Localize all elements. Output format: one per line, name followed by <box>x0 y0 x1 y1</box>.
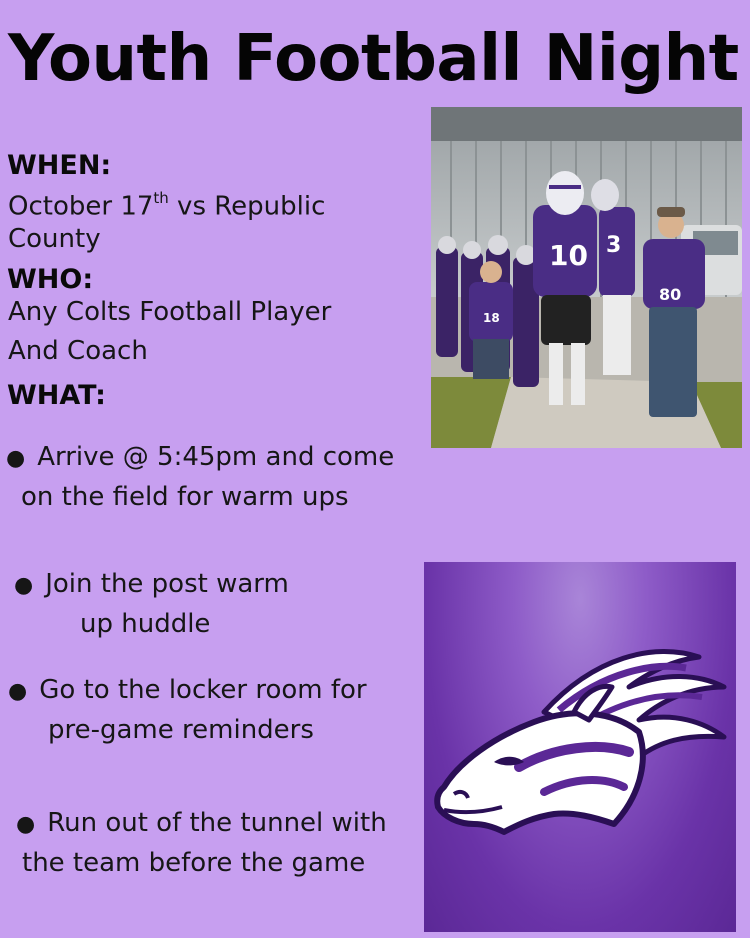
colts-horse-logo-icon <box>424 562 736 932</box>
who-line1: Any Colts Football Player <box>8 297 332 327</box>
what-item-2-line1: Join the post warm <box>45 569 289 599</box>
what-item-3-line2: pre-game reminders <box>48 715 314 745</box>
what-item-4-line1: Run out of the tunnel with <box>47 808 387 838</box>
page-title: Youth Football Night <box>8 22 739 96</box>
what-item-1-line2: on the field for warm ups <box>21 482 349 512</box>
jersey-number-18: 18 <box>483 311 500 325</box>
jersey-number-10: 10 <box>549 239 588 272</box>
bullet-dot-icon: ● <box>8 679 28 704</box>
bullet-dot-icon: ● <box>16 812 36 837</box>
who-heading: WHO: <box>7 264 94 295</box>
jersey-number-80: 80 <box>659 285 682 304</box>
when-date-rest: vs Republic <box>168 191 326 222</box>
when-date-suffix: th <box>153 189 169 207</box>
jersey-number-3: 3 <box>606 233 622 258</box>
bullet-dot-icon: ● <box>6 446 26 471</box>
what-item-1 <box>6 438 394 516</box>
what-item-4-line2: the team before the game <box>22 848 366 878</box>
when-line2: County <box>8 224 101 254</box>
bullet-dot-icon: ● <box>14 573 34 598</box>
what-item-1-line1: Arrive @ 5:45pm and come <box>37 442 395 472</box>
what-item-3-line1: Go to the locker room for <box>39 675 367 705</box>
colts-logo-panel <box>424 562 736 932</box>
what-heading: WHAT: <box>7 380 106 411</box>
team-photo <box>431 107 742 448</box>
when-date-prefix: October 17 <box>8 191 154 222</box>
who-line2: And Coach <box>8 336 148 366</box>
what-item-2 <box>14 565 289 643</box>
what-item-2-line2: up huddle <box>80 609 211 639</box>
when-date-line <box>8 181 325 226</box>
when-heading: WHEN: <box>7 150 112 181</box>
what-item-4 <box>16 804 387 882</box>
what-item-3 <box>8 671 367 749</box>
